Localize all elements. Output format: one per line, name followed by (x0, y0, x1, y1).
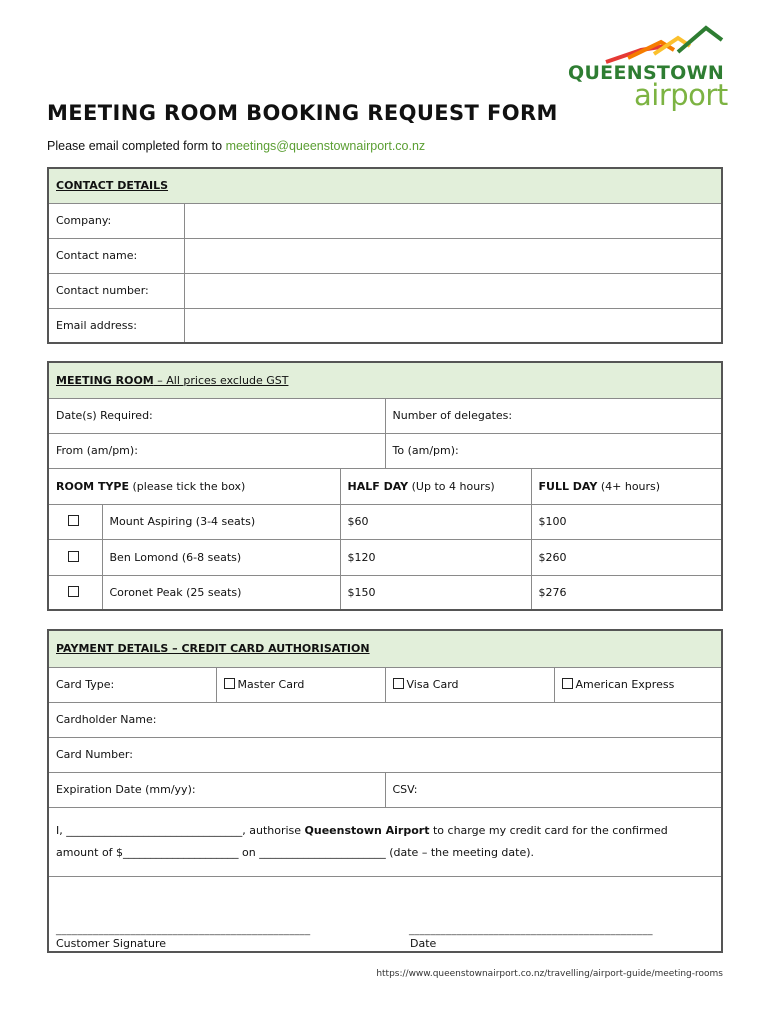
meeting-room-header-rest: – All prices exclude GST (153, 373, 289, 387)
payment-details-table (47, 629, 723, 953)
auth-text-1a: I, ________________________________, authorise (56, 823, 305, 837)
email-link[interactable]: meetings@queenstownairport.co.nz (225, 139, 426, 153)
company-field[interactable] (184, 203, 722, 238)
csv-field[interactable]: CSV: (385, 772, 722, 807)
number-of-delegates-field[interactable]: Number of delegates: (385, 398, 722, 433)
master-card-label: Master Card (237, 678, 305, 691)
room-checkbox[interactable] (48, 539, 102, 575)
logo-text-queenstown: QUEENSTOWN (568, 62, 725, 84)
amex-label: American Express (575, 678, 675, 691)
full-day-header (531, 468, 722, 504)
room-full-day-price: $260 (531, 539, 722, 575)
cardholder-name-field[interactable]: Cardholder Name: (48, 702, 722, 737)
meeting-room-header (48, 362, 722, 398)
payment-details-header: PAYMENT DETAILS – CREDIT CARD AUTHORISATION (48, 630, 722, 667)
checkbox-icon[interactable] (562, 678, 573, 689)
checkbox-icon[interactable] (68, 586, 79, 597)
meeting-room-header-bold: MEETING ROOM (56, 373, 154, 387)
checkbox-icon[interactable] (224, 678, 235, 689)
contact-number-field[interactable] (184, 273, 722, 308)
room-half-day-price: $60 (340, 504, 531, 539)
room-full-day-price: $276 (531, 575, 722, 610)
company-label: Company: (48, 203, 184, 238)
footer-url[interactable]: https://www.queenstownairport.co.nz/travelling/airport-guide/meeting-rooms (376, 969, 723, 979)
contact-details-header: CONTACT DETAILS (48, 168, 722, 203)
authorisation-statement (48, 807, 722, 876)
signature-area (48, 876, 722, 952)
half-day-bold: HALF DAY (347, 479, 409, 493)
visa-card-label: Visa Card (406, 678, 459, 691)
half-day-header (340, 468, 531, 504)
intro-text (47, 139, 425, 153)
visa-card-option[interactable] (385, 667, 554, 702)
room-checkbox[interactable] (48, 504, 102, 539)
contact-details-table (47, 167, 723, 344)
room-half-day-price: $150 (340, 575, 531, 610)
amex-option[interactable] (554, 667, 722, 702)
room-name: Coronet Peak (25 seats) (102, 575, 340, 610)
to-time-field[interactable]: To (am/pm): (385, 433, 722, 468)
room-type-bold: ROOM TYPE (56, 479, 129, 493)
room-full-day-price: $100 (531, 504, 722, 539)
signature-line[interactable]: ________________________________________________ (56, 924, 311, 936)
auth-company: Queenstown Airport (304, 823, 430, 837)
room-name: Ben Lomond (6-8 seats) (102, 539, 340, 575)
checkbox-icon[interactable] (68, 551, 79, 562)
signature-label: Customer Signature (56, 936, 166, 950)
contact-name-field[interactable] (184, 238, 722, 273)
room-checkbox[interactable] (48, 575, 102, 610)
card-type-label: Card Type: (48, 667, 216, 702)
from-time-field[interactable]: From (am/pm): (48, 433, 385, 468)
full-day-bold: FULL DAY (538, 479, 598, 493)
contact-name-label: Contact name: (48, 238, 184, 273)
logo-text-airport: airport (634, 78, 728, 112)
date-line[interactable]: ______________________________________________ (409, 924, 653, 936)
checkbox-icon[interactable] (68, 515, 79, 526)
dates-required-field[interactable]: Date(s) Required: (48, 398, 385, 433)
intro-label: Please email completed form to (47, 139, 226, 153)
full-day-rest: (4+ hours) (597, 479, 661, 493)
authorisation-line-2: amount of $_____________________ on _______________________ (date – the meeting date). (56, 845, 535, 859)
email-address-field[interactable] (184, 308, 722, 343)
room-type-rest: (please tick the box) (129, 479, 246, 493)
date-label: Date (410, 936, 437, 950)
master-card-option[interactable] (216, 667, 385, 702)
meeting-room-table (47, 361, 723, 611)
room-type-header (48, 468, 340, 504)
authorisation-line-1 (56, 820, 714, 842)
checkbox-icon[interactable] (393, 678, 404, 689)
expiration-date-field[interactable]: Expiration Date (mm/yy): (48, 772, 385, 807)
page-title: MEETING ROOM BOOKING REQUEST FORM (47, 101, 558, 125)
card-number-field[interactable]: Card Number: (48, 737, 722, 772)
half-day-rest: (Up to 4 hours) (408, 479, 495, 493)
auth-text-1b: to charge my credit card for the confirmed (429, 823, 668, 837)
contact-number-label: Contact number: (48, 273, 184, 308)
room-name: Mount Aspiring (3-4 seats) (102, 504, 340, 539)
queenstown-airport-logo (566, 24, 726, 116)
room-half-day-price: $120 (340, 539, 531, 575)
email-address-label: Email address: (48, 308, 184, 343)
mountain-logo-icon (566, 24, 726, 64)
